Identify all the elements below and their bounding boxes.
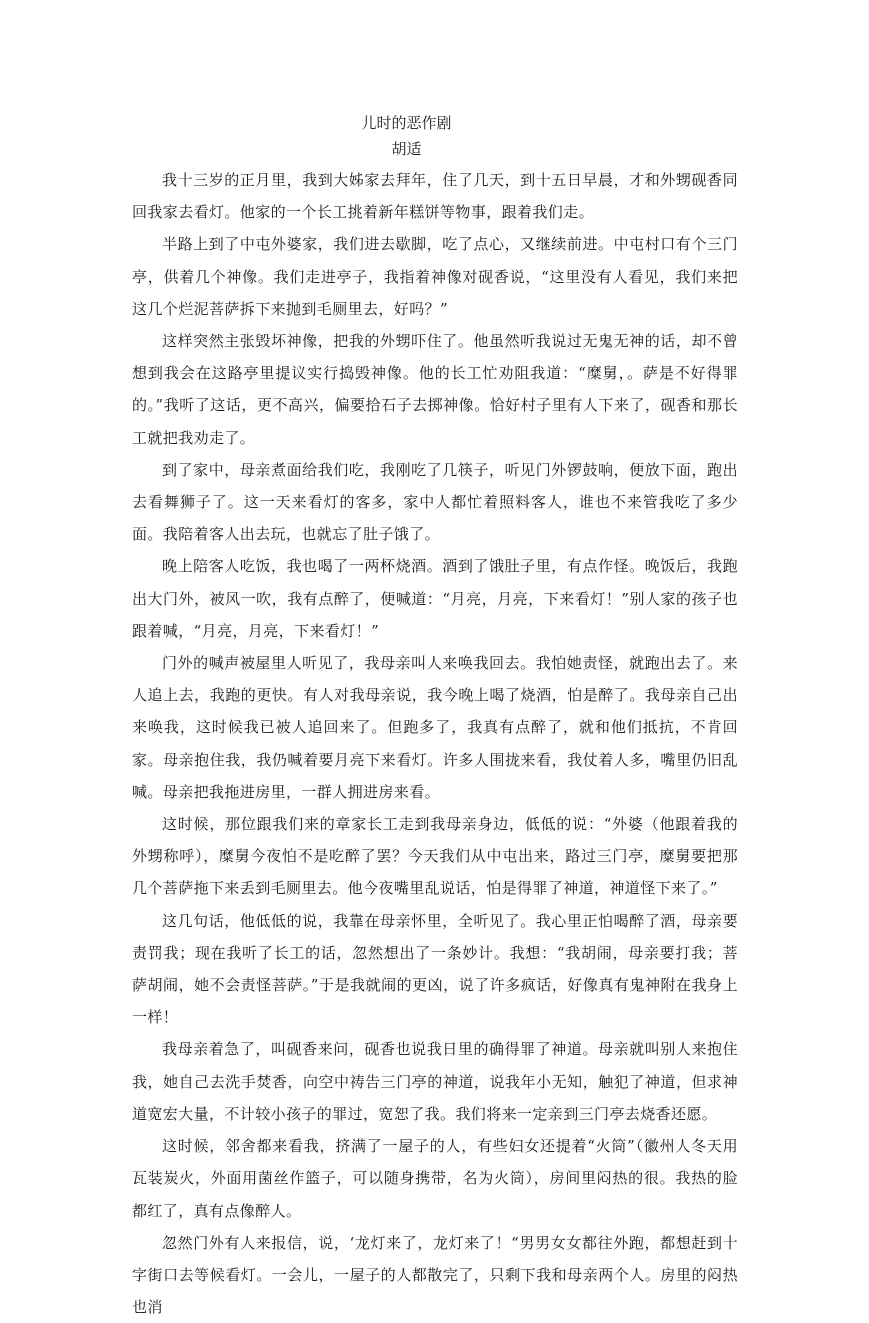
document-body [132,164,738,1323]
paragraph: 忽然门外有人来报信，说，‘龙灯来了，龙灯来了！“男男女女都往外跑，都想赶到十字街口去等候看灯。一会儿，一屋子的人都散完了，只剩下我和母亲两个人。房里的闷热也消 [132,1233,738,1317]
paragraph: 我十三岁的正月里，我到大姊家去拜年，住了几天，到十五日早晨，才和外甥砚香同回我家去看灯。他家的一个长工挑着新年糕饼等物事，跟着我们走。 [132,171,738,222]
document-title [0,112,869,134]
paragraph: 门外的喊声被屋里人听见了，我母亲叫人来唤我回去。我怕她责怪，就跑出去了。来人追上去，我跑的更快。有人对我母亲说，我今晚上喝了烧酒，怕是醉了。我母亲自己出来唤我，这时候我已被人追回来了。但跑多了，我真有点醉了，就和他们抵抗，不肯回家。母亲抱住我，我仍喊着要月亮下来看灯。许多人围拢来看，我仗着人多，嘴里仍旧乱喊。母亲把我拖进房里，一群人拥进房来看。 [132,654,738,801]
title-text: 儿时的恶作剧 [361,114,452,132]
paragraph: 这时候，邻舍都来看我，挤满了一屋子的人，有些妇女还提着“火筒”（徽州人冬天用瓦装炭火，外面用菌丝作篮子，可以随身携带，名为火筒），房间里闷热的很。我热的脸都红了，真有点像醉人。 [132,1137,738,1220]
paragraph: 我母亲着急了，叫砚香来问，砚香也说我日里的确得罪了神道。母亲就叫别人来抱住我，她自己去洗手焚香，向空中祷告三门亭的神道，说我年小无知，触犯了神道，但求神道宽宏大量，不计较小孩子的罪过，宽恕了我。我们将来一定亲到三门亭去烧香还愿。 [132,1040,738,1123]
paragraph: 晚上陪客人吃饭，我也喝了一两杯烧酒。酒到了饿肚子里，有点作怪。晚饭后，我跑出大门外，被风一吹，我有点醉了，便喊道：“月亮，月亮，下来看灯！”别人家的孩子也跟着喊，“月亮，月亮，下来看灯！” [132,557,738,640]
paragraph: 半路上到了中屯外婆家，我们进去歇脚，吃了点心，又继续前进。中屯村口有个三门亭，供着几个神像。我们走进亭子，我指着神像对砚香说，“这里没有人看见，我们来把这几个烂泥菩萨拆下来抛到毛厕里去，好吗？” [132,235,738,318]
document-author [0,138,869,160]
author-text: 胡适 [391,140,422,158]
paragraph: 到了家中，母亲煮面给我们吃，我刚吃了几筷子，听见门外锣鼓响，便放下面，跑出去看舞狮子了。这一天来看灯的客多，家中人都忙着照料客人，谁也不来管我吃了多少面。我陪着客人出去玩，也就忘了肚子饿了。 [132,460,738,544]
paragraph: 这时候，那位跟我们来的章家长工走到我母亲身边，低低的说：“外婆（他跟着我的外甥称呼），糜舅今夜怕不是吃醉了罢？今天我们从中屯出来，路过三门亭，糜舅要把那几个菩萨拖下来丢到毛厕里去。他今夜嘴里乱说话，怕是得罪了神道，神道怪下来了。” [132,815,738,898]
paragraph: 这几句话，他低低的说，我靠在母亲怀里，全听见了。我心里正怕喝醉了酒，母亲要责罚我；现在我听了长工的话，忽然想出了一条妙计。我想：“我胡闹，母亲要打我；菩萨胡闹，她不会责怪菩萨。”于是我就闹的更凶，说了许多疯话，好像真有鬼神附在我身上一样！ [132,911,738,1027]
paragraph: 这样突然主张毁坏神像，把我的外甥吓住了。他虽然听我说过无鬼无神的话，却不曾想到我会在这路亭里提议实行捣毁神像。他的长工忙劝阻我道：“糜舅，。萨是不好得罪的。”我听了这话，更不高兴，偏要拾石子去掷神像。恰好村子里有人下来了，砚香和那长工就把我劝走了。 [132,332,738,447]
